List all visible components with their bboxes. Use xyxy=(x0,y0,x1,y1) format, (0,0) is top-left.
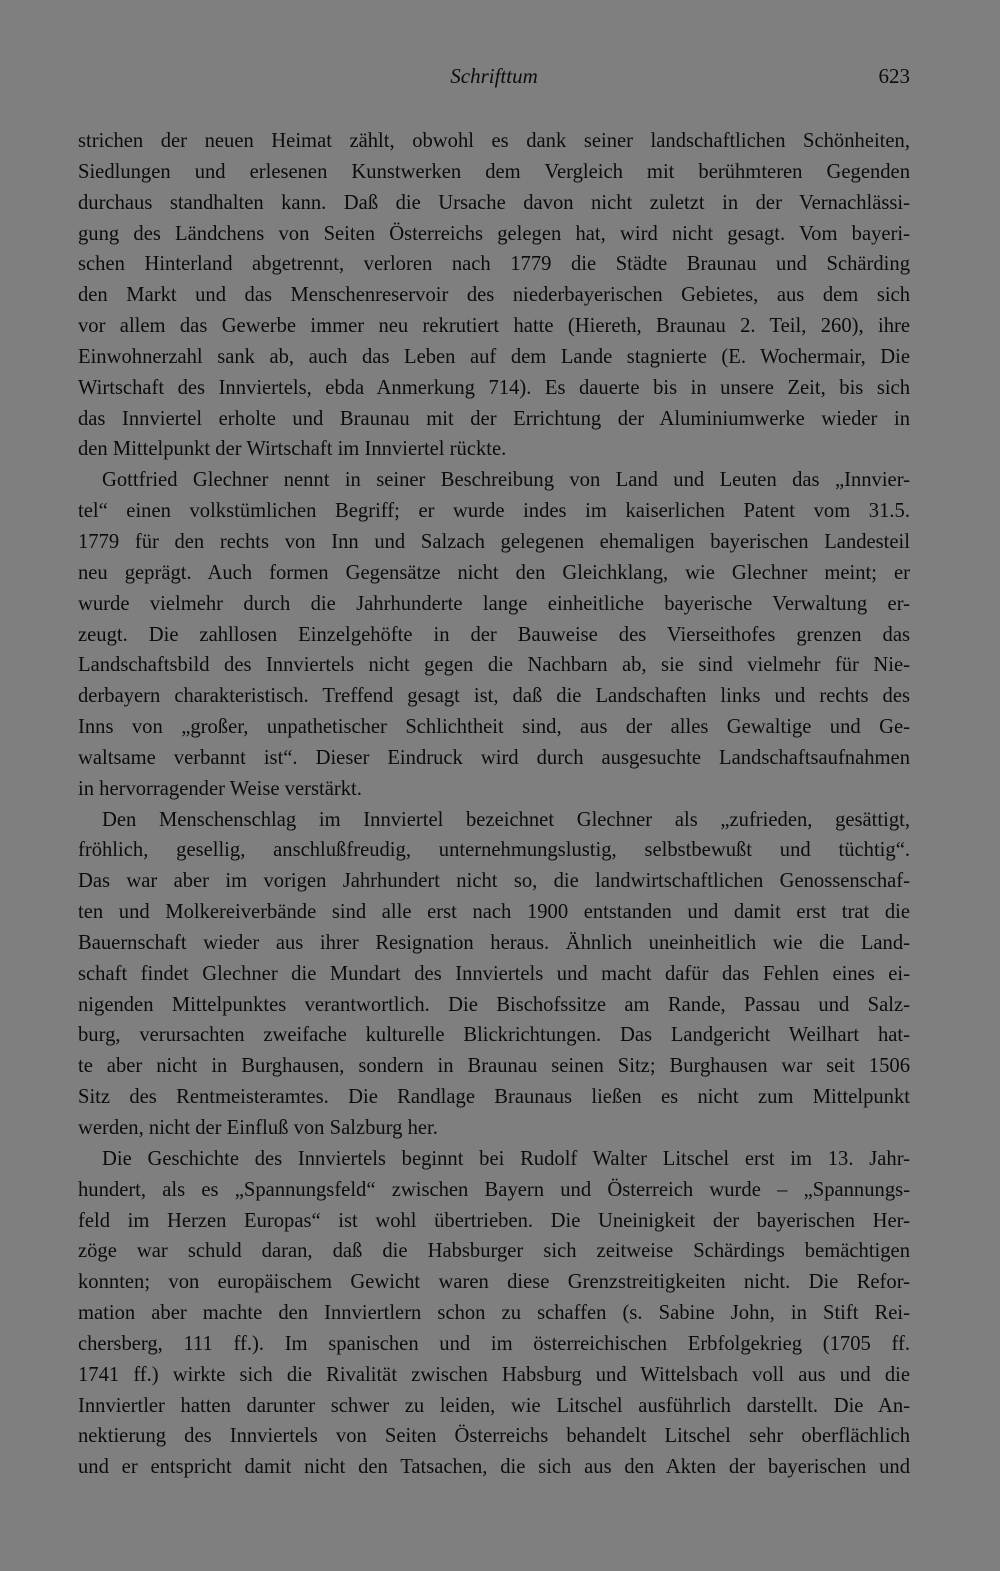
paragraph xyxy=(78,465,910,804)
text-line: werden, nicht der Einfluß von Salzburg her. xyxy=(78,1117,438,1139)
text-line: derbayern charakteristisch. Treffend gesagt ist, daß die Landschaften links und rechts des xyxy=(78,685,910,708)
text-line: durchaus standhalten kann. Daß die Ursache davon nicht zuletzt in der Vernachlässi- xyxy=(78,191,910,214)
paragraph xyxy=(78,126,910,465)
text-line: konnten; von europäischem Gewicht waren diese Grenzstreitigkeiten nicht. Die Refor- xyxy=(78,1271,910,1294)
text-line: zöge war schuld daran, daß die Habsburger sich zeitweise Schärdings bemächtigen xyxy=(78,1240,910,1263)
text-line: vor allem das Gewerbe immer neu rekrutiert hatte (Hiereth, Braunau 2. Teil, 260), ihre xyxy=(78,315,910,338)
text-line: Die Geschichte des Innviertels beginnt bei Rudolf Walter Litschel erst im 13. Jahr- xyxy=(102,1147,910,1170)
text-line: den Markt und das Menschenreservoir des niederbayerischen Gebietes, aus dem sich xyxy=(78,284,910,307)
text-line: waltsame verbannt ist“. Dieser Eindruck wird durch ausgesuchte Landschaftsaufnahmen xyxy=(78,746,910,769)
text-line: das Innviertel erholte und Braunau mit der Errichtung der Aluminiumwerke wieder in xyxy=(78,407,910,430)
text-line: chersberg, 111 ff.). Im spanischen und im österreichischen Erbfolgekrieg (1705 ff. xyxy=(78,1332,910,1355)
text-line: Einwohnerzahl sank ab, auch das Leben auf dem Lande stagnierte (E. Wochermair, Die xyxy=(78,345,910,368)
text-line: Landschaftsbild des Innviertels nicht gegen die Nachbarn ab, sie sind vielmehr für Nie- xyxy=(78,654,910,677)
text-line: strichen der neuen Heimat zählt, obwohl es dank seiner landschaftlichen Schönheiten, xyxy=(78,130,910,152)
body-text xyxy=(78,126,910,1483)
text-line: feld im Herzen Europas“ ist wohl übertrieben. Die Uneinigkeit der bayerischen Her- xyxy=(78,1209,910,1232)
text-line: hundert, als es „Spannungsfeld“ zwischen Bayern und Österreich wurde – „Spannungs- xyxy=(78,1178,910,1201)
page-number: 623 xyxy=(878,64,910,88)
text-line: Inns von „großer, unpathetischer Schlichtheit sind, aus der alles Gewaltige und Ge- xyxy=(78,716,910,739)
text-line: gung des Ländchens von Seiten Österreichs gelegen hat, wird nicht gesagt. Vom bayeri- xyxy=(78,222,910,245)
text-line: und er entspricht damit nicht den Tatsachen, die sich aus den Akten der bayerischen und xyxy=(78,1456,910,1479)
text-line: nektierung des Innviertels von Seiten Österreichs behandelt Litschel sehr oberflächlich xyxy=(78,1425,910,1448)
text-line: wurde vielmehr durch die Jahrhunderte lange einheitliche bayerische Verwaltung er- xyxy=(78,592,910,615)
text-line: ten und Molkereiverbände sind alle erst nach 1900 entstanden und damit erst trat die xyxy=(78,901,910,924)
text-line: Innviertler hatten darunter schwer zu leiden, wie Litschel ausführlich darstellt. Die An- xyxy=(78,1394,910,1417)
text-line: Siedlungen und erlesenen Kunstwerken dem Vergleich mit berühmteren Gegenden xyxy=(78,160,910,183)
text-line: schaft findet Glechner die Mundart des Innviertels und macht dafür das Fehlen eines ei- xyxy=(78,962,910,985)
text-line: te aber nicht in Burghausen, sondern in Braunau seinen Sitz; Burghausen war seit 1506 xyxy=(78,1055,910,1078)
paragraph xyxy=(78,805,910,1144)
text-line: neu geprägt. Auch formen Gegensätze nicht den Gleichklang, wie Glechner meint; er xyxy=(78,561,910,584)
text-line: burg, verursachten zweifache kulturelle Blickrichtungen. Das Landgericht Weilhart hat- xyxy=(78,1024,910,1047)
text-line: 1741 ff.) wirkte sich die Rivalität zwischen Habsburg und Wittelsbach voll aus und die xyxy=(78,1363,910,1386)
text-line: zeugt. Die zahllosen Einzelgehöfte in der Bauweise des Vierseithofes grenzen das xyxy=(78,623,910,646)
text-line: 1779 für den rechts von Inn und Salzach gelegenen ehemaligen bayerischen Landesteil xyxy=(78,530,910,553)
text-line: Den Menschenschlag im Innviertel bezeichnet Glechner als „zufrieden, gesättigt, xyxy=(102,808,910,831)
text-line: nigenden Mittelpunktes verantwortlich. Die Bischofssitze am Rande, Passau und Salz- xyxy=(78,993,910,1016)
text-line: tel“ einen volkstümlichen Begriff; er wurde indes im kaiserlichen Patent vom 31.5. xyxy=(78,500,910,523)
running-head xyxy=(78,60,910,100)
text-line: fröhlich, gesellig, anschlußfreudig, unternehmungslustig, selbstbewußt und tüchtig“. xyxy=(78,839,910,862)
text-line: mation aber machte den Innviertlern schon zu schaffen (s. Sabine John, in Stift Rei- xyxy=(78,1302,910,1325)
text-line: Gottfried Glechner nennt in seiner Beschreibung von Land und Leuten das „Innvier- xyxy=(102,469,910,492)
text-line: Das war aber im vorigen Jahrhundert nicht so, die landwirtschaftlichen Genossenschaf- xyxy=(78,870,910,893)
text-line: in hervorragender Weise verstärkt. xyxy=(78,777,362,800)
text-line: Bauernschaft wieder aus ihrer Resignation heraus. Ähnlich uneinheitlich wie die Land- xyxy=(78,931,910,954)
text-line: Sitz des Rentmeisteramtes. Die Randlage Braunaus ließen es nicht zum Mittelpunkt xyxy=(78,1086,910,1109)
text-line: Wirtschaft des Innviertels, ebda Anmerkung 714). Es dauerte bis in unsere Zeit, bis sich xyxy=(78,376,910,399)
text-line: den Mittelpunkt der Wirtschaft im Innviertel rückte. xyxy=(78,438,507,461)
running-title: Schrifttum xyxy=(450,64,538,88)
book-page xyxy=(78,60,910,1483)
text-line: schen Hinterland abgetrennt, verloren nach 1779 die Städte Braunau und Schärding xyxy=(78,253,910,276)
paragraph xyxy=(78,1144,910,1483)
